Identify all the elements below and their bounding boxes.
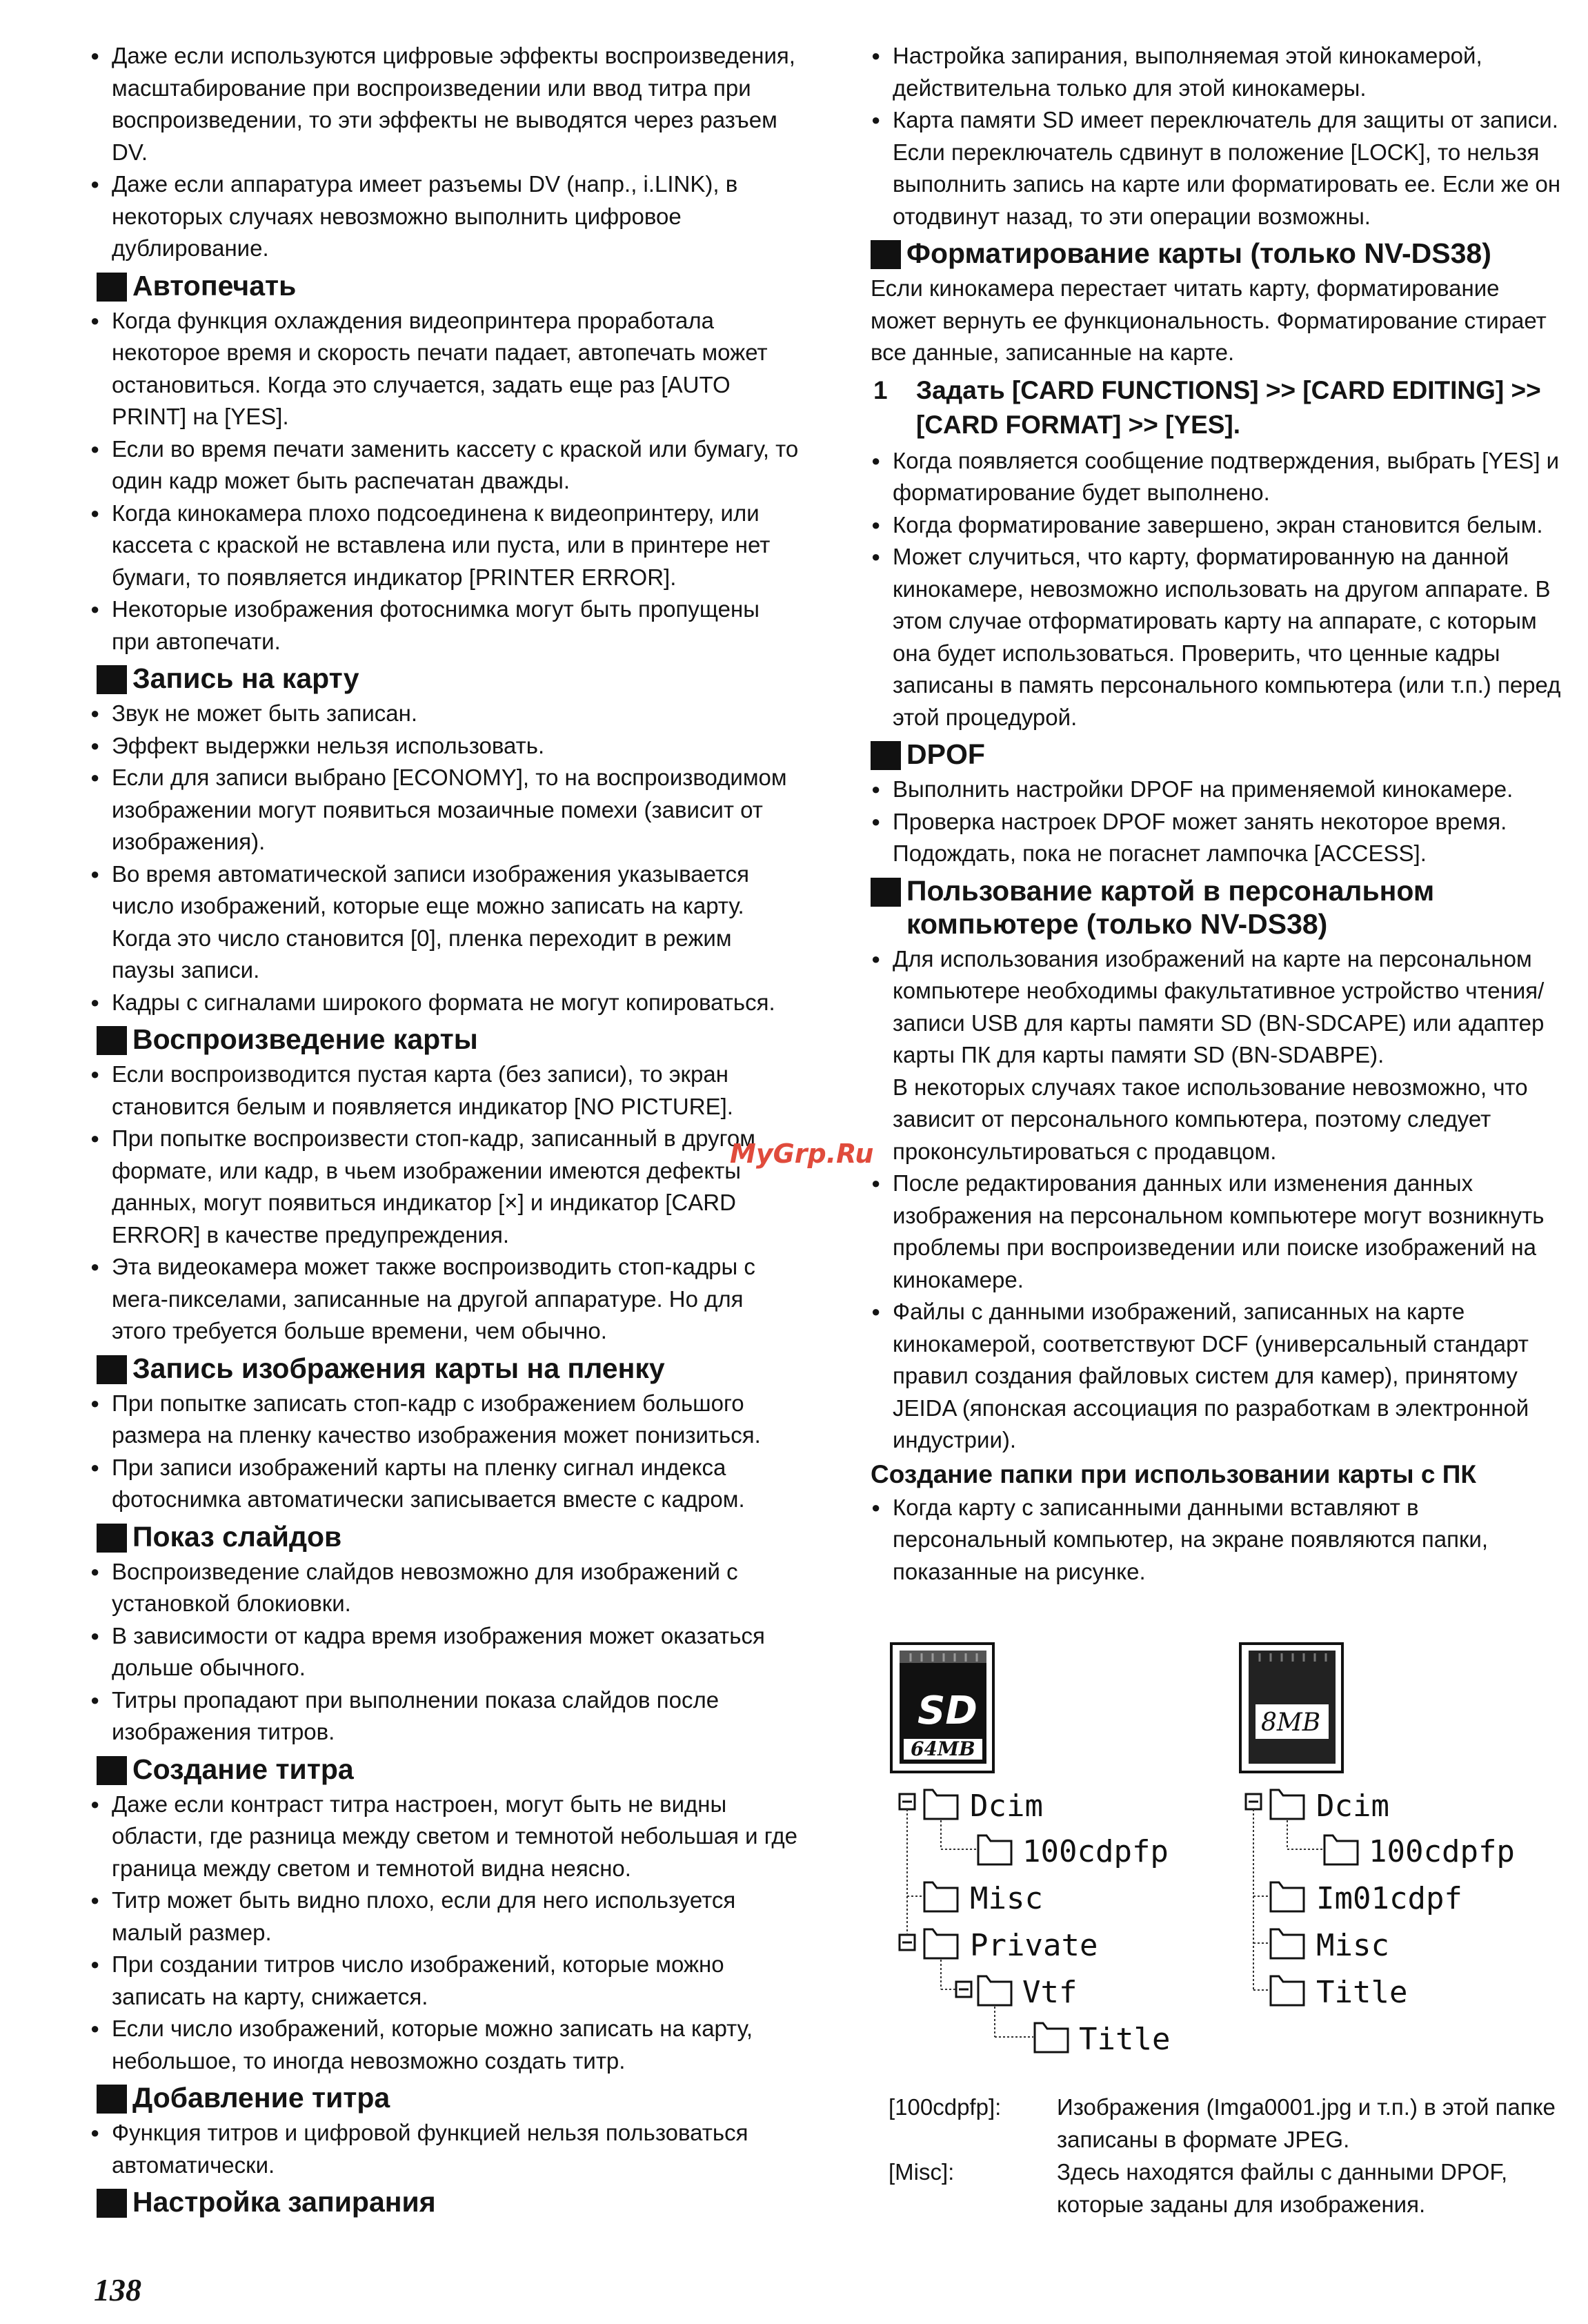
list-item: ● Когда появляется сообщение подтверждения, выбрать [YES] и форматирование будет выполнено. bbox=[871, 445, 1567, 509]
list-item: ● Кадры с сигналами широкого формата не могут копироваться. bbox=[90, 987, 800, 1019]
list-item: ● Файлы с данными изображений, записанных на карте кинокамерой, соответствуют DCF (универсальный стандарт правил создания файловых систем для камер), принятому JEIDA (японская ассоциация по разработкам в электронной индустрии). bbox=[871, 1296, 1567, 1457]
list-item: ● Для использования изображений на карте на персональном компьютере необходимы факультативное устройство чтения/записи USB для карты памяти SD (BN-SDCAPE) или адаптер карты ПК для карты памяти SD (BN-SDABPE). bbox=[871, 943, 1567, 1072]
list-item: ● Функция титров и цифровой функцией нельзя пользоваться автоматически. bbox=[90, 2117, 800, 2181]
list-item: ● Может случиться, что карту, форматированную на данной кинокамере, невозможно использовать на другом аппарате. В этом случае отформатировать карту на аппарате, с которым она будет использоваться. Проверить, что ценные кадры записаны в память персонального компьютера (или т.п.) перед этой процедурой. bbox=[871, 541, 1567, 733]
section-heading: Форматирование карты (только NV-DS38) bbox=[871, 237, 1567, 270]
list-item: ● Звук не может быть записан. bbox=[90, 698, 800, 730]
list-item: ● При создании титров число изображений, которые можно записать на карту, снижается. bbox=[90, 1949, 800, 2013]
list-item: ● Выполнить настройки DPOF на применяемой кинокамере. bbox=[871, 774, 1567, 806]
sd-card-64mb-icon bbox=[891, 1644, 993, 1772]
heading-marker bbox=[97, 1026, 127, 1055]
list-item: ● Даже если контраст титра настроен, могут быть не видны области, где разница между светом и темнотой небольшая и где граница между светом и темнотой видна неясно. bbox=[90, 1789, 800, 1885]
section-heading: Показ слайдов bbox=[90, 1520, 800, 1553]
svg-text:Title: Title bbox=[1079, 2022, 1171, 2057]
heading-marker bbox=[871, 741, 901, 770]
section-heading: Пользование картой в персональном компьютере (только NV-DS38) bbox=[871, 874, 1567, 941]
folder-tree-figure bbox=[890, 1642, 1552, 2070]
definition-value: Изображения (Imga0001.jpg и т.п.) в этой папке записаны в формате JPEG. bbox=[1057, 2094, 1556, 2152]
left-column bbox=[90, 40, 800, 2221]
heading-marker bbox=[97, 2189, 127, 2218]
svg-text:Title: Title bbox=[1316, 1975, 1408, 2010]
definition-key: [100cdpfp]: bbox=[889, 2094, 1002, 2120]
svg-text:Misc: Misc bbox=[1316, 1928, 1389, 1963]
heading-marker bbox=[97, 1524, 127, 1553]
heading-marker bbox=[97, 2085, 127, 2114]
list-item: ● После редактирования данных или изменения данных изображения на персональном компьютере могут возникнуть проблемы при воспроизведении или поиске изображений на кинокамере. bbox=[871, 1168, 1567, 1296]
heading-marker bbox=[97, 273, 127, 302]
list-item: ● Когда форматирование завершено, экран становится белым. bbox=[871, 509, 1567, 542]
section-heading: Автопечать bbox=[90, 269, 800, 302]
svg-text:Private: Private bbox=[970, 1928, 1098, 1963]
list-item: ● Во время автоматической записи изображения указывается число изображений, которые еще можно записать на карту. Когда это число становится [0], пленка переходит в режим паузы записи. bbox=[90, 858, 800, 987]
step-text: Задать [CARD FUNCTIONS] >> [CARD EDITING] >> [CARD FORMAT] >> [YES]. bbox=[916, 375, 1541, 439]
intro-bullet: ● Даже если аппаратура имеет разъемы DV (напр., i.LINK), в некоторых случаях невозможно выполнить цифровое дублирование. bbox=[90, 168, 800, 265]
intro-bullet: ● Даже если используются цифровые эффекты воспроизведения, масштабирование при воспроизведении или ввод титра при воспроизведении, то эти эффекты не выводятся через разъем DV. bbox=[90, 40, 800, 168]
list-item: ● Если для записи выбрано [ECONOMY], то на воспроизводимом изображении могут появиться мозаичные помехи (зависит от изображения). bbox=[90, 762, 800, 858]
heading-marker bbox=[871, 240, 901, 269]
section-heading: Добавление титра bbox=[90, 2081, 800, 2114]
list-item: ● При попытке записать стоп-кадр с изображением большого размера на пленку качество изображения может понизиться. bbox=[90, 1388, 800, 1452]
heading-marker bbox=[97, 1756, 127, 1785]
list-item: ● Если число изображений, которые можно записать на карту, небольшое, то иногда невозможно создать титр. bbox=[90, 2013, 800, 2077]
step bbox=[871, 373, 1567, 442]
svg-text:Dcim: Dcim bbox=[1316, 1789, 1389, 1824]
heading-marker bbox=[97, 1355, 127, 1384]
section-heading: Запись на карту bbox=[90, 662, 800, 695]
list-item: ● Если во время печати заменить кассету с краской или бумагу, то один кадр может быть распечатан дважды. bbox=[90, 433, 800, 498]
svg-text:100cdpfp: 100cdpfp bbox=[1369, 1834, 1515, 1869]
svg-text:SD: SD bbox=[917, 1688, 977, 1733]
heading-marker bbox=[97, 665, 127, 694]
section-heading: Запись изображения карты на пленку bbox=[90, 1352, 800, 1385]
subheading: Создание папки при использовании карты с ПК bbox=[871, 1459, 1476, 1488]
list-item: ● Воспроизведение слайдов невозможно для изображений с установкой блокиовки. bbox=[90, 1556, 800, 1620]
svg-text:Misc: Misc bbox=[970, 1881, 1043, 1916]
list-item: ● В зависимости от кадра время изображения может оказаться дольше обычного. bbox=[90, 1620, 800, 1684]
list-item: ● Когда кинокамера плохо подсоединена к видеопринтеру, или кассета с краской не вставлена или пуста, или в принтере нет бумаги, то появляется индикатор [PRINTER ERROR]. bbox=[90, 498, 800, 594]
list-item: ● Проверка настроек DPOF может занять некоторое время. Подождать, пока не погаснет лампочка [ACCESS]. bbox=[871, 806, 1567, 870]
svg-text:8MB: 8MB bbox=[1261, 1708, 1321, 1737]
svg-text:100cdpfp: 100cdpfp bbox=[1022, 1834, 1169, 1869]
definition-key: [Misc]: bbox=[889, 2159, 955, 2185]
section-heading: DPOF bbox=[871, 738, 1567, 771]
sd-card-8mb-icon bbox=[1240, 1644, 1342, 1772]
svg-text:64MB: 64MB bbox=[911, 1737, 975, 1760]
right-column bbox=[871, 40, 1567, 1588]
definition-row bbox=[889, 2091, 1565, 2156]
list-item: ● Карта памяти SD имеет переключатель для защиты от записи. Если переключатель сдвинут в положение [LOCK], то нельзя выполнить запись на карте или форматировать ее. Если же он отодвинут назад, то эти операции возможны. bbox=[871, 104, 1567, 233]
folder-definitions bbox=[889, 2091, 1565, 2220]
list-item: ● Эта видеокамера может также воспроизводить стоп-кадры с мега-пикселами, записанные на другой аппаратуре. Но для этого требуется больше времени, чем обычно. bbox=[90, 1251, 800, 1348]
step-number: 1 bbox=[873, 375, 888, 404]
section-heading: Воспроизведение карты bbox=[90, 1023, 800, 1056]
watermark: MyGrp.Ru bbox=[730, 1139, 874, 1169]
list-item: ● Титр может быть видно плохо, если для него используется малый размер. bbox=[90, 1884, 800, 1949]
list-item: ● При попытке воспроизвести стоп-кадр, записанный в другом формате, или кадр, в чьем изображении имеются дефекты данных, могут появиться индикатор [×] и индикатор [CARD ERROR] в качестве предупреждения. bbox=[90, 1123, 800, 1251]
list-item: ● Титры пропадают при выполнении показа слайдов после изображения титров. bbox=[90, 1684, 800, 1749]
heading-marker bbox=[871, 878, 901, 907]
list-item: ● Когда функция охлаждения видеопринтера проработала некоторое время и скорость печати падает, автопечать может остановиться. Когда это случается, задать еще раз [AUTO PRINT] на [YES]. bbox=[90, 305, 800, 433]
section-heading: Создание титра bbox=[90, 1753, 800, 1786]
svg-text:Vtf: Vtf bbox=[1022, 1975, 1078, 2010]
list-item: ● Некоторые изображения фотоснимка могут быть пропущены при автопечати. bbox=[90, 593, 800, 658]
list-item: ● Когда карту с записанными данными вставляют в персональный компьютер, на экране появляются папки, показанные на рисунке. bbox=[871, 1492, 1567, 1588]
list-item: ● При записи изображений карты на пленку сигнал индекса фотоснимка автоматически записывается вместе с кадром. bbox=[90, 1452, 800, 1516]
definition-value: Здесь находятся файлы с данными DPOF, которые заданы для изображения. bbox=[1057, 2159, 1508, 2217]
definition-row bbox=[889, 2156, 1565, 2220]
list-item: ● Эффект выдержки нельзя использовать. bbox=[90, 730, 800, 762]
svg-text:Im01cdpf: Im01cdpf bbox=[1316, 1881, 1462, 1916]
page-number: 138 bbox=[94, 2272, 141, 2307]
list-item: ● Если воспроизводится пустая карта (без записи), то экран становится белым и появляется индикатор [NO PICTURE]. bbox=[90, 1058, 800, 1123]
list-item-continued: В некоторых случаях такое использование невозможно, что зависит от персонального компьютера, поэтому следует проконсультироваться с продавцом. bbox=[893, 1074, 1528, 1164]
list-item: ● Настройка запирания, выполняемая этой кинокамерой, действительна только для этой кинокамеры. bbox=[871, 40, 1567, 104]
section-heading: Настройка запирания bbox=[90, 2185, 800, 2218]
svg-text:Dcim: Dcim bbox=[970, 1789, 1043, 1824]
paragraph: Если кинокамера перестает читать карту, форматирование может вернуть ее функциональность. Форматирование стирает все данные, записанные на карте. bbox=[871, 275, 1547, 365]
